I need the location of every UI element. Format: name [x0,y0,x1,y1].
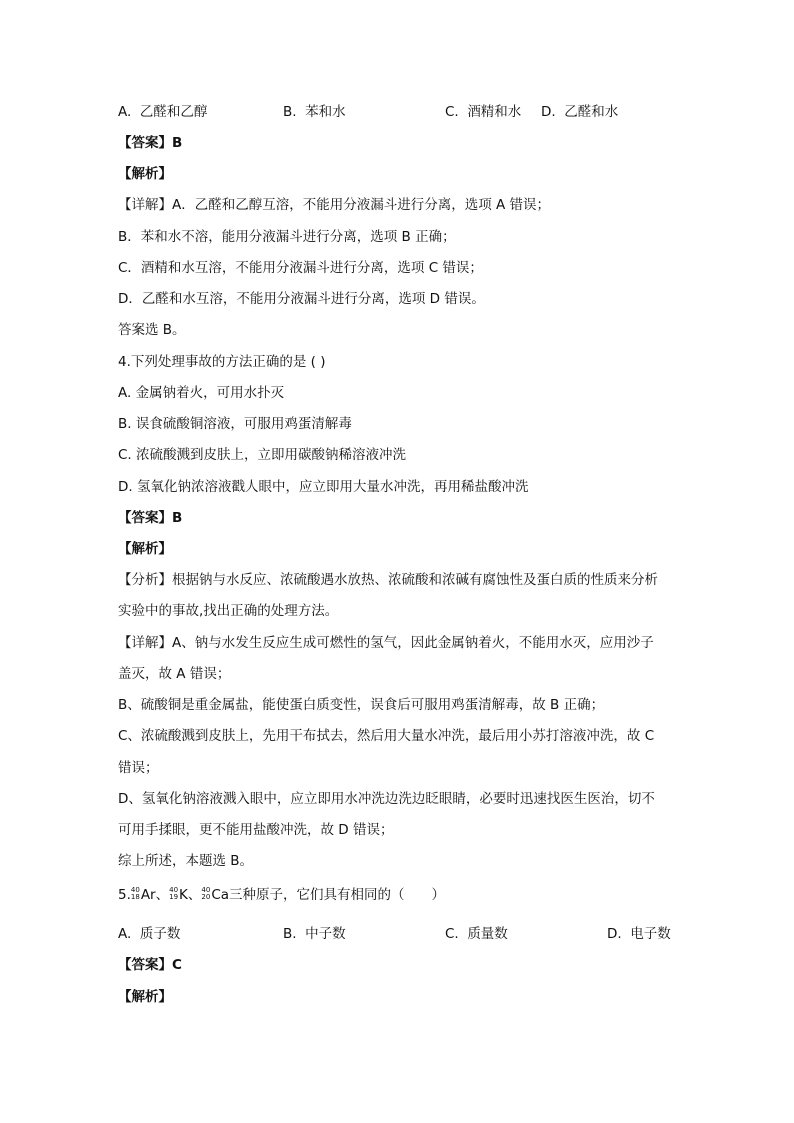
q3-option-c [445,103,521,121]
mass-number: 40 [169,886,179,894]
option-letter: B. [283,104,297,120]
q5-question [118,886,445,904]
option-letter: C. [445,926,459,942]
option-text: 质子数 [139,926,181,942]
q4-detail-c2: 错误； [118,760,159,776]
q3-detail-c: C．酒精和水互溶，不能用分液漏斗进行分离，选项 C 错误； [118,260,483,276]
option-letter: D. [541,104,556,120]
q4-detail-a1: 【详解】A、钠与水发生反应生成可燃性的氢气，因此金属钠着火，不能用水灭，应用沙子 [118,635,654,651]
q3-conclusion: 答案选 B。 [118,322,186,338]
q5-option-b [283,925,346,943]
atomic-number: 18 [130,893,140,901]
option-text: 电子数 [630,926,671,942]
q4-analysis-line1: 【分析】根据钠与水反应、浓硫酸遇水放热、浓硫酸和浓碱有腐蚀性及蛋白质的性质来分析 [118,572,658,588]
q4-analysis-title: 【解析】 [118,541,172,557]
atomic-number: 20 [201,893,211,901]
option-letter: B. [283,926,297,942]
q4-answer: 【答案】B [118,510,183,526]
q3-detail-a: 【详解】A．乙醛和乙醇互溶，不能用分液漏斗进行分离，选项 A 错误； [118,197,551,213]
q3-detail-d: D．乙醛和水互溶，不能用分液漏斗进行分离，选项 D 错误。 [118,291,485,307]
option-text: 中子数 [305,926,346,942]
q4-option-a: A. 金属钠着火，可用水扑灭 [118,385,285,401]
option-letter: D. [607,926,622,942]
q3-option-d [541,103,618,121]
q5-analysis-title: 【解析】 [118,989,172,1005]
option-text: 苯和水 [305,104,346,120]
option-letter: A. [118,104,132,120]
q4-detail-d1: D、氢氧化钠溶液溅入眼中，应立即用水冲洗边洗边眨眼睛，必要时迅速找医生医治，切不 [118,791,655,807]
q4-option-d: D. 氢氧化钠浓溶液戳人眼中，应立即用大量水冲洗，再用稀盐酸冲洗 [118,479,529,495]
q3-option-a [118,103,207,121]
q4-detail-b: B、硫酸铜是重金属盐，能使蛋白质变性，误食后可服用鸡蛋清解毒，故 B 正确； [118,697,605,713]
q3-answer: 【答案】B [118,135,183,151]
mass-number: 40 [130,886,140,894]
q5-answer: 【答案】C [118,957,182,973]
q4-question: 4.下列处理事故的方法正确的是 ( ) [118,354,326,370]
q4-option-c: C. 浓硫酸溅到皮肤上，立即用碳酸钠稀溶液冲洗 [118,447,407,463]
q3-analysis-title: 【解析】 [118,166,172,182]
q4-detail-a2: 盖灭，故 A 错误； [118,666,231,682]
q5-option-d [607,925,671,943]
q5-option-c [445,925,508,943]
isotope-ca [201,886,229,904]
separator: 、 [155,887,170,903]
q5-number: 5. [118,887,131,903]
mass-number: 40 [201,886,211,894]
q4-option-b: B. 误食硫酸铜溶液，可服用鸡蛋清解毒 [118,416,352,432]
isotope-ar [131,886,156,904]
q5-option-a [118,925,180,943]
option-text: 乙醛和乙醇 [139,104,208,120]
isotope-k [169,886,188,904]
option-text: 酒精和水 [467,104,522,120]
option-text: 质量数 [467,926,508,942]
q5-question-tail: 三种原子，它们具有相同的（ ） [229,887,446,903]
q4-analysis-line2: 实验中的事故,找出正确的处理方法。 [118,603,339,619]
q4-summary: 综上所述，本题选 B。 [118,853,254,869]
element-symbol: Ca [211,887,230,903]
separator: 、 [187,887,202,903]
q3-detail-b: B．苯和水不溶，能用分液漏斗进行分离，选项 B 正确； [118,229,456,245]
q4-detail-d2: 可用手揉眼，更不能用盐酸冲洗，故 D 错误； [118,822,394,838]
atomic-number: 19 [169,893,179,901]
q4-detail-c1: C、浓硫酸溅到皮肤上，先用干布拭去，然后用大量水冲洗，最后用小苏打溶液冲洗，故 C [118,728,655,744]
option-letter: A. [118,926,132,942]
option-letter: C. [445,104,459,120]
q3-option-b [283,103,346,121]
element-symbol: K [179,887,188,903]
element-symbol: Ar [140,887,156,903]
option-text: 乙醛和水 [564,104,619,120]
